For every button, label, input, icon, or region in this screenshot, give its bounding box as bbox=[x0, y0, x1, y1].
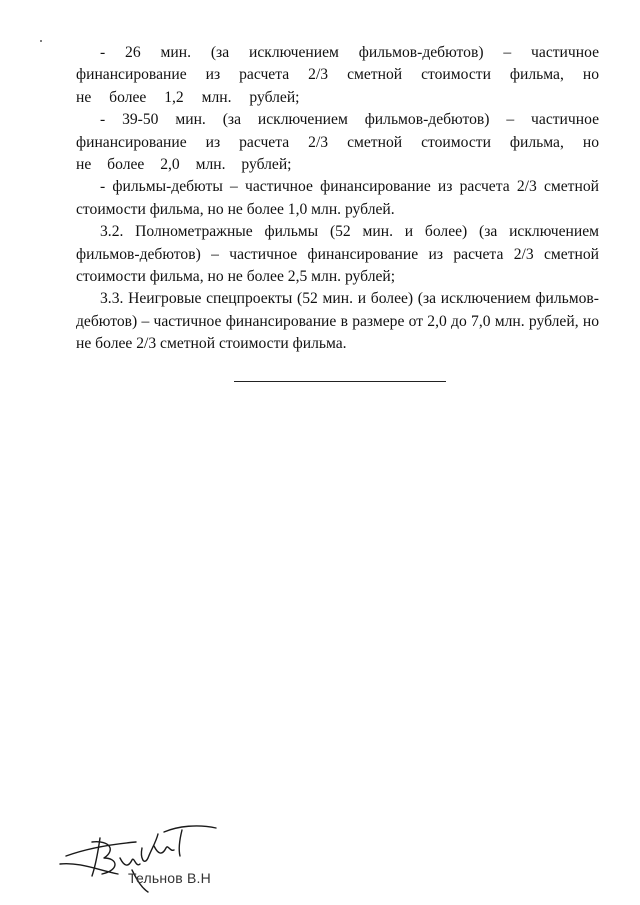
document-body bbox=[76, 42, 599, 356]
end-separator-line bbox=[234, 381, 446, 382]
paragraph-26-min: - 26 мин. (за исключением фильмов-дебютов) – частичное финансирование из расчета 2/3 сметной стоимости фильма, но не более 1,2 млн. рублей; bbox=[76, 44, 599, 106]
paragraph-3-2-full-length: 3.2. Полнометражные фильмы (52 мин. и более) (за исключением фильмов-дебютов) – частичное финансирование из расчета 2/3 сметной стоимости фильма, но не более 2,5 млн. рублей; bbox=[76, 223, 599, 286]
scan-speck bbox=[40, 40, 42, 42]
signer-name: Тельнов В.Н bbox=[128, 870, 211, 886]
paragraph-3-3-special-projects: 3.3. Неигровые спецпроекты (52 мин. и более) (за исключением фильмов-дебютов) – частичное финансирование в размере от 2,0 до 7,0 млн. рублей, но не более 2/3 сметной стоимости фильма. bbox=[76, 290, 599, 353]
handwritten-signature bbox=[58, 818, 228, 898]
paragraph-39-50-min: - 39-50 мин. (за исключением фильмов-дебютов) – частичное финансирование из расчета 2/3 сметной стоимости фильма, но не более 2,0 млн. рублей; bbox=[76, 111, 599, 174]
paragraph-debut-films: - фильмы-дебюты – частичное финансирование из расчета 2/3 сметной стоимости фильма, но не более 1,0 млн. рублей. bbox=[76, 178, 599, 218]
